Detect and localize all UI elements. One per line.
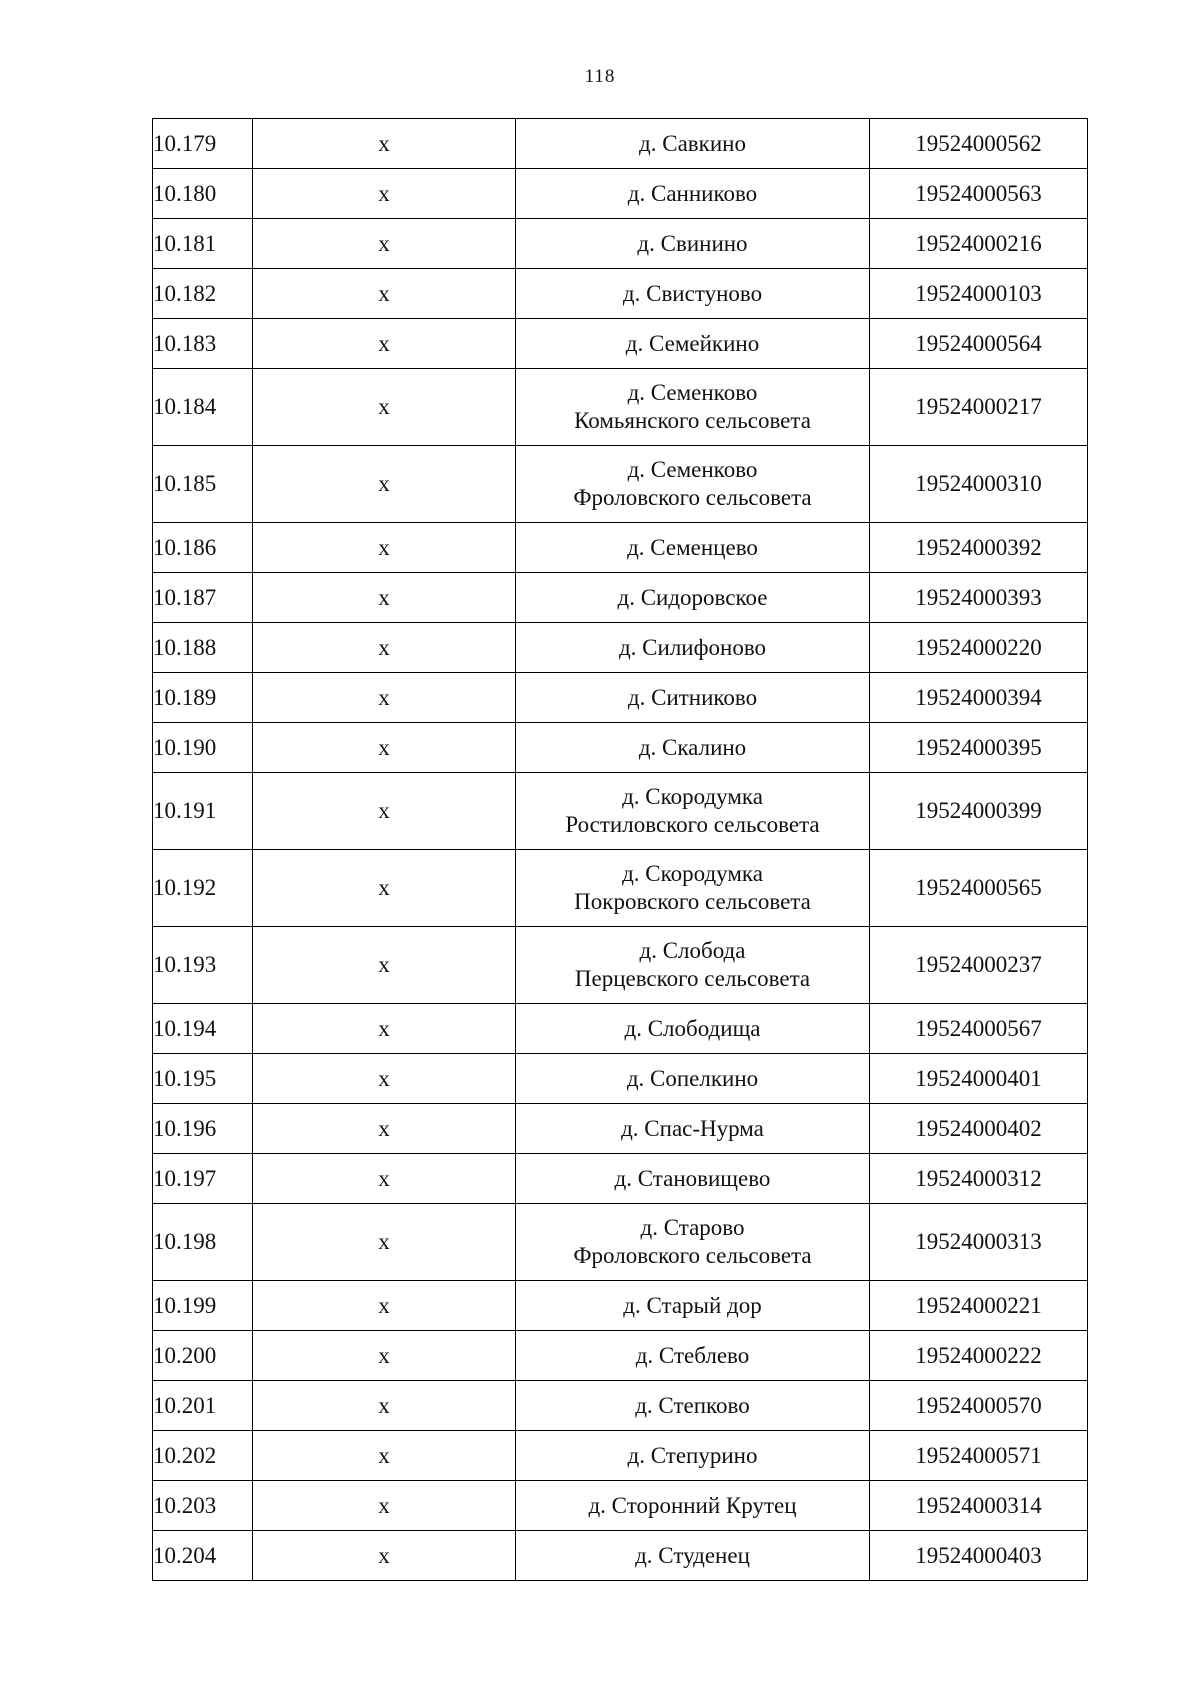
- settlement-name: д. Свинино: [637, 230, 748, 256]
- council-name: Покровского сельсовета: [574, 889, 811, 914]
- mark-cell: х: [253, 1154, 516, 1204]
- settlement-name-cell: [516, 1204, 870, 1281]
- row-number-cell: 10.195: [153, 1054, 253, 1104]
- row-number-cell: 10.182: [153, 269, 253, 319]
- oktmo-code-cell: 19524000237: [870, 927, 1088, 1004]
- row-number-cell: 10.192: [153, 850, 253, 927]
- row-number-cell: 10.189: [153, 673, 253, 723]
- settlement-name-cell: [516, 623, 870, 673]
- mark-cell: х: [253, 1531, 516, 1581]
- settlement-name-cell: [516, 119, 870, 169]
- page-number: 118: [584, 66, 616, 87]
- mark-cell: х: [253, 269, 516, 319]
- row-number-cell: 10.187: [153, 573, 253, 623]
- mark-cell: х: [253, 1054, 516, 1104]
- oktmo-code-cell: 19524000221: [870, 1281, 1088, 1331]
- mark-cell: х: [253, 927, 516, 1004]
- mark-cell: х: [253, 1204, 516, 1281]
- oktmo-code-cell: 19524000570: [870, 1381, 1088, 1431]
- settlement-name-cell: [516, 1531, 870, 1581]
- mark-cell: х: [253, 1431, 516, 1481]
- settlement-name: д. Спас-Нурма: [621, 1115, 764, 1141]
- oktmo-code-cell: 19524000395: [870, 723, 1088, 773]
- row-number-cell: 10.184: [153, 369, 253, 446]
- mark-cell: х: [253, 850, 516, 927]
- oktmo-code-cell: 19524000310: [870, 446, 1088, 523]
- table-row: [153, 1281, 1088, 1331]
- settlement-name-cell: [516, 927, 870, 1004]
- row-number-cell: 10.191: [153, 773, 253, 850]
- table-row: [153, 1054, 1088, 1104]
- table-row: [153, 723, 1088, 773]
- council-name: Комьянского сельсовета: [574, 408, 811, 433]
- settlement-name: д. Старый дор: [623, 1292, 762, 1318]
- settlement-name: д. Свистуново: [622, 280, 763, 306]
- mark-cell: х: [253, 319, 516, 369]
- table-row: [153, 1004, 1088, 1054]
- settlement-name: д. Скородумка: [622, 861, 763, 886]
- mark-cell: х: [253, 523, 516, 573]
- settlement-name: д. Степково: [635, 1392, 750, 1418]
- table-row: [153, 269, 1088, 319]
- mark-cell: х: [253, 1331, 516, 1381]
- settlement-name-cell: [516, 773, 870, 850]
- mark-cell: х: [253, 169, 516, 219]
- settlement-name: д. Скалино: [638, 734, 747, 760]
- settlement-name-cell: [516, 319, 870, 369]
- settlement-name: д. Сторонний Крутец: [588, 1492, 797, 1518]
- mark-cell: х: [253, 1104, 516, 1154]
- mark-cell: х: [253, 1381, 516, 1431]
- oktmo-code-cell: 19524000394: [870, 673, 1088, 723]
- settlement-name: д. Ситниково: [627, 684, 758, 710]
- settlement-name: д. Старово: [640, 1215, 745, 1240]
- row-number-cell: 10.196: [153, 1104, 253, 1154]
- settlement-name-cell: [516, 219, 870, 269]
- settlement-name: д. Стеблево: [635, 1342, 750, 1368]
- table-row: [153, 1431, 1088, 1481]
- table-row: [153, 1531, 1088, 1581]
- oktmo-code-cell: 19524000314: [870, 1481, 1088, 1531]
- mark-cell: х: [253, 1004, 516, 1054]
- table-row: [153, 1154, 1088, 1204]
- oktmo-code-cell: 19524000220: [870, 623, 1088, 673]
- settlement-name: д. Становищево: [614, 1165, 771, 1191]
- table-row: [153, 119, 1088, 169]
- settlement-name: д. Савкино: [639, 130, 746, 156]
- row-number-cell: 10.193: [153, 927, 253, 1004]
- council-name: Фроловского сельсовета: [573, 485, 812, 510]
- oktmo-code-cell: 19524000564: [870, 319, 1088, 369]
- table-row: [153, 927, 1088, 1004]
- settlement-name: д. Сопелкино: [626, 1065, 759, 1091]
- table-row: [153, 219, 1088, 269]
- table-row: [153, 523, 1088, 573]
- settlement-name: д. Семейкино: [625, 330, 760, 356]
- settlement-name-cell: [516, 1104, 870, 1154]
- row-number-cell: 10.199: [153, 1281, 253, 1331]
- row-number-cell: 10.201: [153, 1381, 253, 1431]
- settlement-name-cell: [516, 1331, 870, 1381]
- mark-cell: х: [253, 1481, 516, 1531]
- table-body: [153, 119, 1088, 1581]
- settlement-name-cell: [516, 1154, 870, 1204]
- oktmo-code-cell: 19524000401: [870, 1054, 1088, 1104]
- oktmo-code-cell: 19524000567: [870, 1004, 1088, 1054]
- table-row: [153, 623, 1088, 673]
- settlement-name-cell: [516, 1281, 870, 1331]
- settlement-name: д. Слободища: [624, 1015, 761, 1041]
- oktmo-code-cell: 19524000103: [870, 269, 1088, 319]
- row-number-cell: 10.203: [153, 1481, 253, 1531]
- settlement-name: д. Скородумка: [622, 784, 763, 809]
- oktmo-code-cell: 19524000571: [870, 1431, 1088, 1481]
- table-row: [153, 673, 1088, 723]
- row-number-cell: 10.188: [153, 623, 253, 673]
- table-row: [153, 1104, 1088, 1154]
- row-number-cell: 10.204: [153, 1531, 253, 1581]
- settlement-name-cell: [516, 369, 870, 446]
- settlement-name-cell: [516, 169, 870, 219]
- row-number-cell: 10.198: [153, 1204, 253, 1281]
- table-row: [153, 1381, 1088, 1431]
- row-number-cell: 10.202: [153, 1431, 253, 1481]
- settlement-name: д. Силифоново: [618, 634, 767, 660]
- row-number-cell: 10.180: [153, 169, 253, 219]
- settlement-name-cell: [516, 446, 870, 523]
- mark-cell: х: [253, 119, 516, 169]
- table-row: [153, 169, 1088, 219]
- oktmo-code-cell: 19524000222: [870, 1331, 1088, 1381]
- council-name: Фроловского сельсовета: [573, 1243, 812, 1268]
- council-name: Перцевского сельсовета: [574, 966, 811, 991]
- settlement-name: д. Слобода: [639, 938, 746, 963]
- settlement-name: д. Студенец: [635, 1542, 750, 1568]
- oktmo-code-cell: 19524000392: [870, 523, 1088, 573]
- settlement-name: д. Сидоровское: [617, 584, 768, 610]
- mark-cell: х: [253, 723, 516, 773]
- row-number-cell: 10.200: [153, 1331, 253, 1381]
- table-row: [153, 369, 1088, 446]
- oktmo-code-cell: 19524000313: [870, 1204, 1088, 1281]
- settlement-name: д. Семенцево: [627, 534, 758, 560]
- row-number-cell: 10.190: [153, 723, 253, 773]
- settlement-name-cell: [516, 1054, 870, 1104]
- oktmo-code-cell: 19524000563: [870, 169, 1088, 219]
- settlement-name-cell: [516, 723, 870, 773]
- council-name: Ростиловского сельсовета: [565, 812, 820, 837]
- oktmo-code-cell: 19524000399: [870, 773, 1088, 850]
- oktmo-code-cell: 19524000562: [870, 119, 1088, 169]
- row-number-cell: 10.181: [153, 219, 253, 269]
- table-row: [153, 446, 1088, 523]
- oktmo-code-cell: 19524000402: [870, 1104, 1088, 1154]
- table-row: [153, 1204, 1088, 1281]
- settlement-name-cell: [516, 1431, 870, 1481]
- row-number-cell: 10.197: [153, 1154, 253, 1204]
- mark-cell: х: [253, 446, 516, 523]
- table-row: [153, 773, 1088, 850]
- oktmo-code-cell: 19524000565: [870, 850, 1088, 927]
- settlement-name-cell: [516, 1381, 870, 1431]
- mark-cell: х: [253, 773, 516, 850]
- row-number-cell: 10.179: [153, 119, 253, 169]
- settlement-name: д. Степурино: [627, 1442, 758, 1468]
- oktmo-code-cell: 19524000403: [870, 1531, 1088, 1581]
- oktmo-code-cell: 19524000217: [870, 369, 1088, 446]
- settlement-name: д. Санниково: [627, 180, 758, 206]
- mark-cell: х: [253, 623, 516, 673]
- mark-cell: х: [253, 1281, 516, 1331]
- settlement-name-cell: [516, 269, 870, 319]
- mark-cell: х: [253, 573, 516, 623]
- table-row: [153, 1481, 1088, 1531]
- table-row: [153, 573, 1088, 623]
- oktmo-code-cell: 19524000216: [870, 219, 1088, 269]
- settlement-name-cell: [516, 573, 870, 623]
- settlement-name: д. Семенково: [627, 457, 758, 482]
- settlement-name-cell: [516, 523, 870, 573]
- settlements-table: [152, 118, 1088, 1581]
- row-number-cell: 10.194: [153, 1004, 253, 1054]
- table-row: [153, 1331, 1088, 1381]
- settlement-name-cell: [516, 1004, 870, 1054]
- row-number-cell: 10.185: [153, 446, 253, 523]
- row-number-cell: 10.186: [153, 523, 253, 573]
- settlement-name: д. Семенково: [627, 380, 758, 405]
- table-row: [153, 319, 1088, 369]
- mark-cell: х: [253, 369, 516, 446]
- mark-cell: х: [253, 673, 516, 723]
- settlement-name-cell: [516, 673, 870, 723]
- row-number-cell: 10.183: [153, 319, 253, 369]
- table-row: [153, 850, 1088, 927]
- oktmo-code-cell: 19524000393: [870, 573, 1088, 623]
- settlement-name-cell: [516, 850, 870, 927]
- oktmo-code-cell: 19524000312: [870, 1154, 1088, 1204]
- settlement-name-cell: [516, 1481, 870, 1531]
- mark-cell: х: [253, 219, 516, 269]
